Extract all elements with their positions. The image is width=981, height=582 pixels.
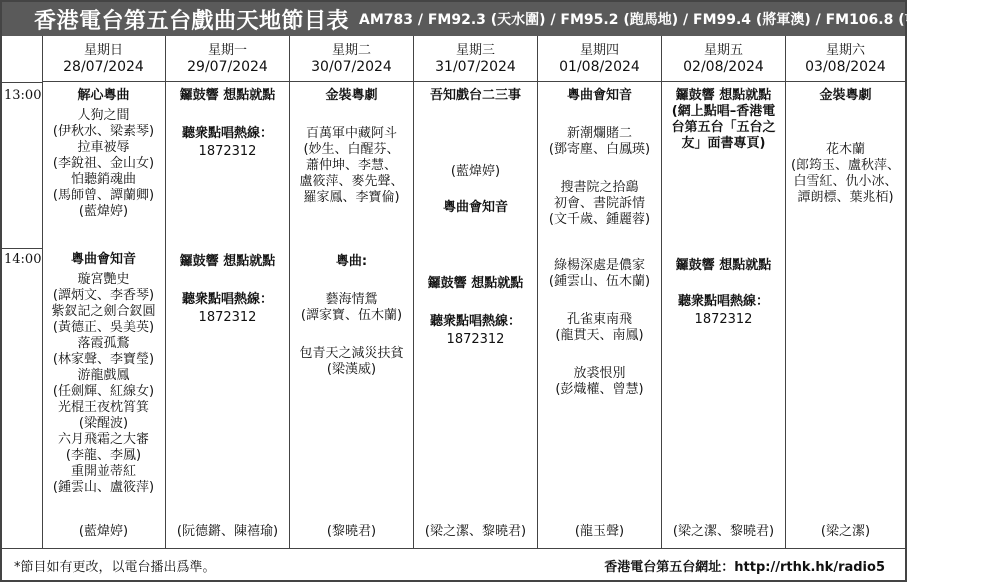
programme-title: 金裝粵劇 <box>325 88 378 103</box>
programme-items: 放裘恨別 (彭熾權、曾慧) <box>555 366 644 397</box>
time-label-1400: 14:00 <box>4 252 42 267</box>
programme-title: 吾知戲台二三事 <box>429 88 521 103</box>
programme-title: 粵曲會知音 <box>442 200 508 215</box>
programme-items: 藝海情鴛 (譚家寶、伍木蘭) <box>300 292 403 323</box>
page-title: 香港電台第五台戲曲天地節目表 <box>34 8 350 34</box>
programme-items: 人狗之間 (伊秋水、梁素琴) 拉車被辱 (李銳祖、金山女) 怕聽銷魂曲 (馬師曾、譚蘭卿) (藍煒婷) <box>52 108 155 219</box>
day-header <box>166 36 289 82</box>
host-name: (黎曉君) <box>326 524 377 539</box>
day-name: 星期一 <box>207 43 247 58</box>
footer <box>2 548 905 582</box>
day-header <box>538 36 661 82</box>
footer-website: 香港電台第五台網址：http://rthk.hk/radio5 <box>604 560 885 575</box>
day-date: 31/07/2024 <box>435 59 516 75</box>
day-date: 02/08/2024 <box>683 59 764 75</box>
programme-title: 粵曲會知音 <box>70 252 136 267</box>
day-name: 星期二 <box>331 43 371 58</box>
programme-title: 鑼鼓響 想點就點 <box>179 88 276 103</box>
hotline-label: 聽衆點唱熱線： <box>181 126 273 141</box>
hotline-label: 聽衆點唱熱線： <box>181 292 273 307</box>
day-column-thursday <box>538 36 662 548</box>
programme-title: 金裝粵劇 <box>819 88 872 103</box>
time-label-1300: 13:00 <box>4 88 42 103</box>
schedule-grid <box>2 36 905 548</box>
day-programmes <box>166 82 289 548</box>
day-programmes <box>42 82 165 548</box>
programme-title: 鑼鼓響 想點就點 <box>427 276 524 291</box>
programme-items: 百萬軍中藏阿斗 (妙生、白醒芬、 蕭仲坤、李慧、 盧筱萍、麥先聲、 羅家鳳、李寶倫) <box>299 126 404 205</box>
programme-title: 粵曲會知音 <box>566 88 632 103</box>
day-date: 29/07/2024 <box>187 59 268 75</box>
day-programmes <box>538 82 661 548</box>
programme-title: 鑼鼓響 想點就點 (網上點唱–香港電 台第五台「五台之 友」面書專頁) <box>671 88 776 151</box>
day-column-friday <box>662 36 786 548</box>
day-date: 03/08/2024 <box>805 59 886 75</box>
day-column-monday <box>166 36 290 548</box>
day-programmes <box>786 82 905 548</box>
hotline-number: 1872312 <box>694 312 753 327</box>
day-date: 01/08/2024 <box>559 59 640 75</box>
hotline-number: 1872312 <box>446 332 505 347</box>
programme-title: 鑼鼓響 想點就點 <box>675 258 772 273</box>
programme-items: 綠楊深處是儂家 (鍾雲山、伍木蘭) <box>548 258 651 289</box>
programme-title: 解心粵曲 <box>77 88 130 103</box>
host-name: (藍煒婷) <box>78 524 129 539</box>
day-name: 星期五 <box>703 43 743 58</box>
day-programmes <box>290 82 413 548</box>
host-name: (梁之潔、黎曉君) <box>424 524 527 539</box>
day-programmes <box>414 82 537 548</box>
day-header <box>414 36 537 82</box>
host-name: (藍煒婷) <box>450 164 501 179</box>
programme-items: 璇宮艷史 (譚炳文、李香琴) 紫釵記之劍合釵圓 (黃德正、吳美英) 落霞孤鶩 (林家聲、李寶瑩) 游龍戲鳳 (任劍輝、紅線女) 光棍王夜枕筲箕 (梁醒波) 六月飛霜之大審 (李龍、李鳳) 重開並蒂紅 (鍾雲山、盧筱萍) <box>51 272 156 495</box>
day-programmes <box>662 82 785 548</box>
host-name: (梁之潔、黎曉君) <box>672 524 775 539</box>
host-name: (龍玉聲) <box>574 524 625 539</box>
programme-title: 鑼鼓響 想點就點 <box>179 254 276 269</box>
day-column-saturday <box>786 36 905 548</box>
day-name: 星期三 <box>455 43 495 58</box>
frequency-list: AM783 / FM92.3 (天水圍) / FM95.2 (跑馬地) / FM99.4 (將軍澳) / FM106.8 (屯門、元朗) <box>359 12 981 28</box>
day-date: 30/07/2024 <box>311 59 392 75</box>
day-column-tuesday <box>290 36 414 548</box>
host-name: (阮德鏘、陳禧瑜) <box>176 524 279 539</box>
day-column-wednesday <box>414 36 538 548</box>
programme-title: 粵曲: <box>335 254 368 269</box>
day-header <box>290 36 413 82</box>
hotline-number: 1872312 <box>198 144 257 159</box>
hotline-label: 聽衆點唱熱線： <box>429 314 521 329</box>
day-header <box>662 36 785 82</box>
programme-items: 花木蘭 (郎筠玉、盧秋萍、 白雪紅、仇小冰、 譚朗標、葉兆栢) <box>790 142 901 205</box>
day-header <box>786 36 905 82</box>
hotline-number: 1872312 <box>198 310 257 325</box>
host-name: (梁之潔) <box>820 524 871 539</box>
programme-items: 搜書院之拾鷂 初會、書院訴情 (文千歲、鍾麗蓉) <box>548 180 651 227</box>
day-date: 28/07/2024 <box>63 59 144 75</box>
day-column-sunday <box>42 36 166 548</box>
day-name: 星期日 <box>83 43 123 58</box>
programme-items: 孔雀東南飛 (龍貫天、南鳳) <box>555 312 644 343</box>
hotline-label: 聽衆點唱熱線： <box>677 294 769 309</box>
day-name: 星期六 <box>825 43 865 58</box>
programme-items: 新潮爛賭二 (鄧寄塵、白鳳瑛) <box>548 126 651 157</box>
day-header <box>42 36 165 82</box>
footer-note: *節目如有更改，以電台播出爲準。 <box>14 560 216 575</box>
day-name: 星期四 <box>579 43 619 58</box>
programme-items: 包青天之減災扶貧 (梁漢威) <box>299 346 404 377</box>
time-column <box>2 36 43 548</box>
title-bar <box>2 2 981 36</box>
